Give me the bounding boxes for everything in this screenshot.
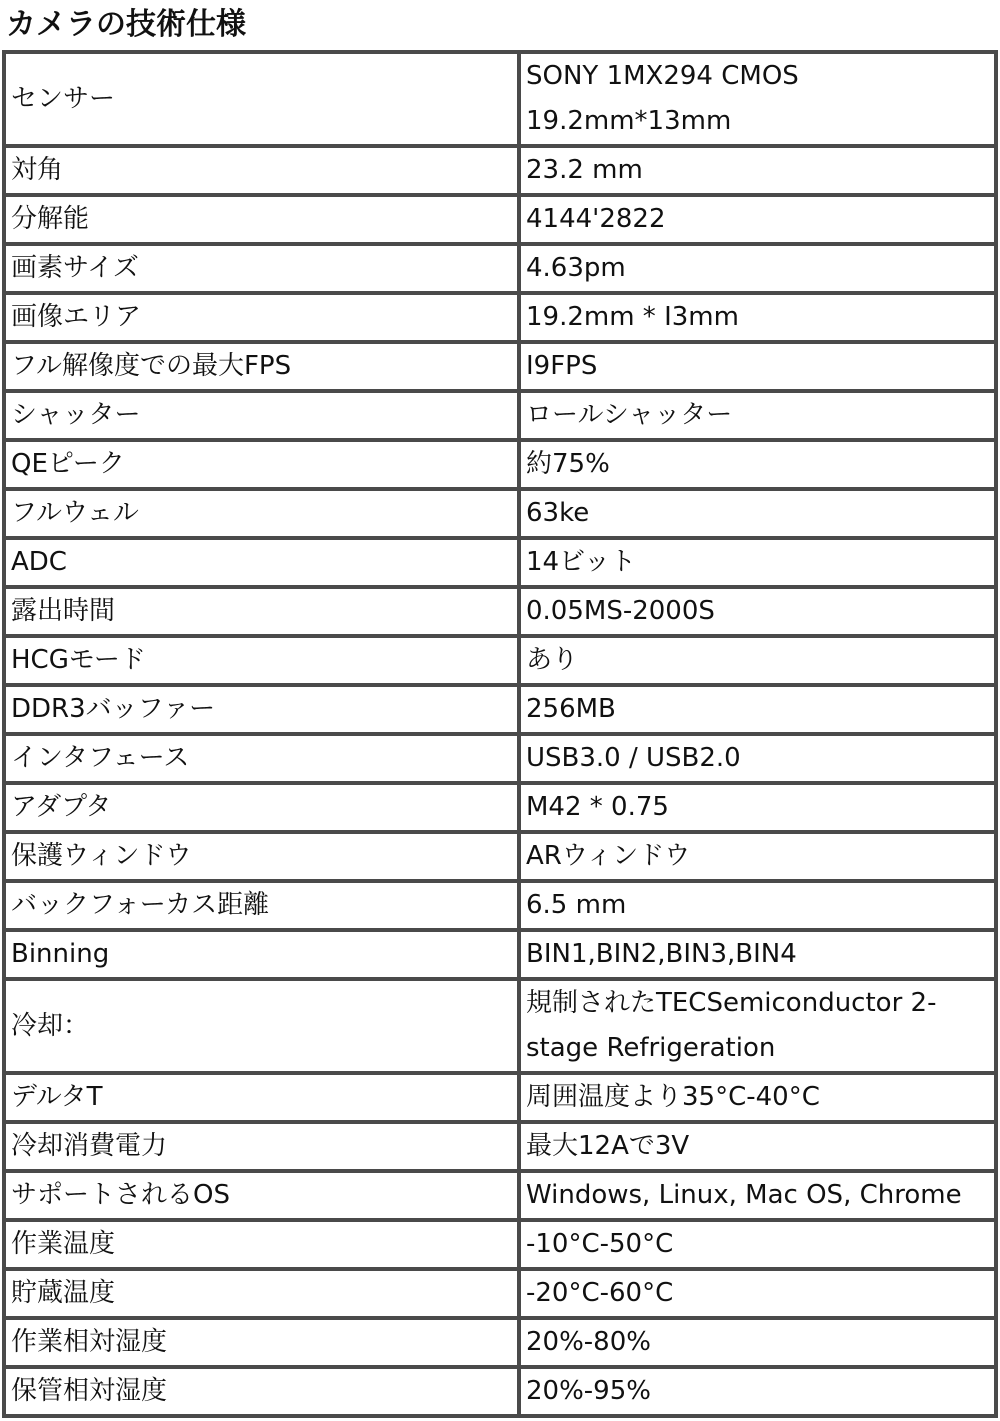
table-row	[4, 979, 996, 1073]
table-row	[4, 881, 996, 930]
table-row	[4, 195, 996, 244]
spec-label: インタフェース	[4, 734, 519, 783]
table-row	[4, 1171, 996, 1220]
spec-label: バックフォーカス距離	[4, 881, 519, 930]
spec-value: 0.05MS-2000S	[519, 587, 996, 636]
table-row	[4, 1269, 996, 1318]
table-row	[4, 636, 996, 685]
table-row	[4, 1220, 996, 1269]
spec-value: 20%-80%	[519, 1318, 996, 1367]
spec-table	[2, 50, 998, 1418]
table-row	[4, 1122, 996, 1171]
spec-value: 20%-95%	[519, 1367, 996, 1416]
table-row	[4, 1318, 996, 1367]
spec-label: 冷却消費電力	[4, 1122, 519, 1171]
spec-label: デルタT	[4, 1073, 519, 1122]
page-title: カメラの技術仕様	[6, 7, 246, 42]
table-row	[4, 489, 996, 538]
spec-value: 4144'2822	[519, 195, 996, 244]
spec-label: ADC	[4, 538, 519, 587]
spec-value: SONY 1MX294 CMOS 19.2mm*13mm	[519, 52, 996, 146]
spec-value: 最大12Aで3V	[519, 1122, 996, 1171]
spec-label: フルウェル	[4, 489, 519, 538]
spec-label: センサー	[4, 52, 519, 146]
spec-value: 23.2 mm	[519, 146, 996, 195]
table-row	[4, 146, 996, 195]
spec-label: QEピーク	[4, 440, 519, 489]
spec-value: 14ビット	[519, 538, 996, 587]
spec-value: 周囲温度より35°C-40°C	[519, 1073, 996, 1122]
table-row	[4, 734, 996, 783]
spec-value: USB3.0 / USB2.0	[519, 734, 996, 783]
spec-label: 貯蔵温度	[4, 1269, 519, 1318]
spec-label: 露出時間	[4, 587, 519, 636]
table-row	[4, 538, 996, 587]
table-row	[4, 1073, 996, 1122]
spec-value: ARウィンドウ	[519, 832, 996, 881]
table-row	[4, 783, 996, 832]
spec-label: 分解能	[4, 195, 519, 244]
spec-label: 作業相対湿度	[4, 1318, 519, 1367]
table-row	[4, 685, 996, 734]
spec-value: 6.5 mm	[519, 881, 996, 930]
spec-value: 63ke	[519, 489, 996, 538]
spec-value: 19.2mm * I3mm	[519, 293, 996, 342]
spec-label: 保管相対湿度	[4, 1367, 519, 1416]
spec-value: 4.63pm	[519, 244, 996, 293]
spec-value: あり	[519, 636, 996, 685]
table-row	[4, 440, 996, 489]
table-row	[4, 342, 996, 391]
spec-label: アダプタ	[4, 783, 519, 832]
spec-label: 画像エリア	[4, 293, 519, 342]
table-row	[4, 832, 996, 881]
table-row	[4, 587, 996, 636]
table-row	[4, 1367, 996, 1416]
table-row	[4, 930, 996, 979]
spec-value: BIN1,BIN2,BIN3,BIN4	[519, 930, 996, 979]
spec-label: HCGモード	[4, 636, 519, 685]
spec-value: -10°C-50°C	[519, 1220, 996, 1269]
spec-label: シャッター	[4, 391, 519, 440]
spec-label: 対角	[4, 146, 519, 195]
spec-value: M42 * 0.75	[519, 783, 996, 832]
table-row	[4, 293, 996, 342]
spec-value: I9FPS	[519, 342, 996, 391]
spec-value: 約75%	[519, 440, 996, 489]
spec-label: サポートされるOS	[4, 1171, 519, 1220]
spec-label: 保護ウィンドウ	[4, 832, 519, 881]
table-row	[4, 391, 996, 440]
spec-label: フル解像度での最大FPS	[4, 342, 519, 391]
table-row	[4, 244, 996, 293]
spec-value: Windows, Linux, Mac OS, Chrome	[519, 1171, 996, 1220]
spec-value: 256MB	[519, 685, 996, 734]
spec-label: 冷却：	[4, 979, 519, 1073]
spec-value: 規制されたTECSemiconductor 2-stage Refrigeration	[519, 979, 996, 1073]
spec-label: Binning	[4, 930, 519, 979]
spec-value: -20°C-60°C	[519, 1269, 996, 1318]
spec-value: ロールシャッター	[519, 391, 996, 440]
spec-label: 画素サイズ	[4, 244, 519, 293]
spec-label: 作業温度	[4, 1220, 519, 1269]
table-row	[4, 52, 996, 146]
spec-label: DDR3バッファー	[4, 685, 519, 734]
